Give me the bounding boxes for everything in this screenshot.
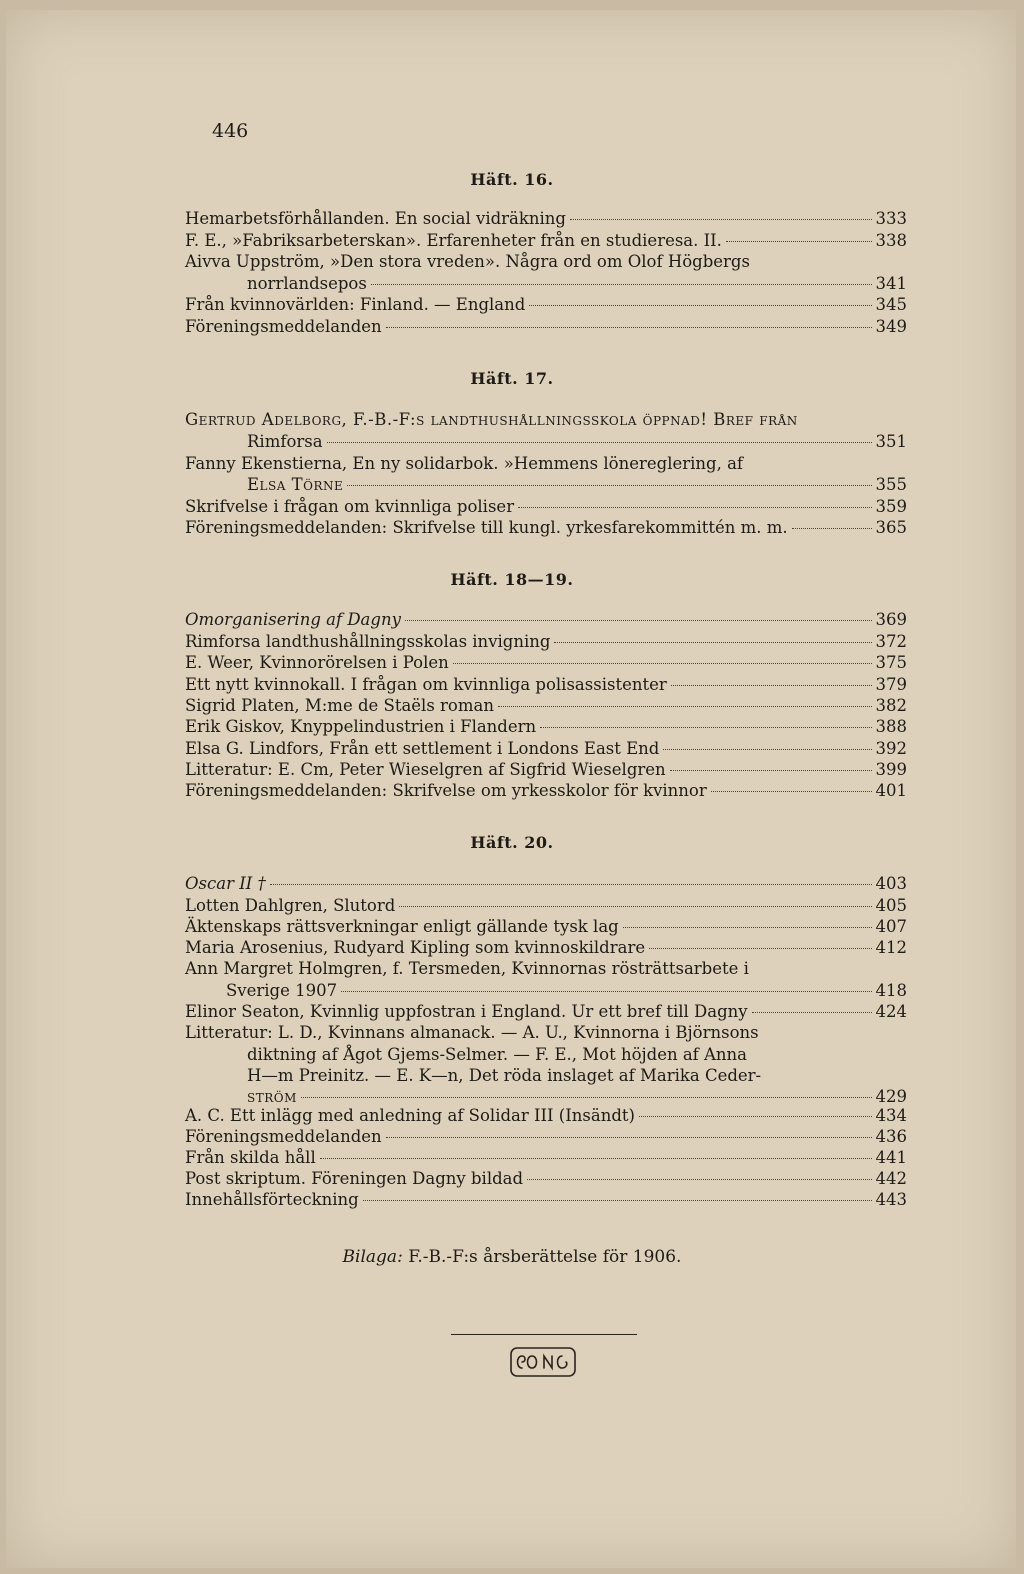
entry-page: 345 xyxy=(875,295,907,314)
entry-title: Fanny Ekenstierna, En ny solidarbok. »Hemmens lönereglering, af xyxy=(185,454,744,473)
entry-page: 369 xyxy=(875,610,907,629)
toc-entry xyxy=(185,1126,907,1148)
entry-title: Lotten Dahlgren, Slutord xyxy=(185,896,396,915)
toc-entry xyxy=(247,431,907,453)
entry-title: Erik Giskov, Knyppelindustrien i Flandern xyxy=(185,717,537,736)
page-number: 446 xyxy=(212,120,249,142)
entry-page: 441 xyxy=(875,1148,907,1167)
supplement-text: F.-B.-F:s årsberättelse för 1906. xyxy=(408,1247,682,1267)
entry-page: 379 xyxy=(875,675,907,694)
toc-entry xyxy=(185,958,907,980)
section-heading-20: Häft. 20. xyxy=(470,833,554,852)
entry-page: 355 xyxy=(875,475,907,494)
toc-entry xyxy=(185,1189,907,1211)
entry-page: 434 xyxy=(875,1106,907,1125)
entry-title: Från skilda håll xyxy=(185,1148,316,1167)
entry-title: E. Weer, Kvinnorörelsen i Polen xyxy=(185,653,449,672)
entry-title: Rimforsa landthushållningsskolas invigning xyxy=(185,632,551,651)
toc-entry xyxy=(185,759,907,781)
divider-rule xyxy=(451,1334,637,1335)
toc-entry xyxy=(185,937,907,959)
toc-entry xyxy=(185,251,907,273)
entry-page: 407 xyxy=(875,917,907,936)
entry-page: 442 xyxy=(875,1169,907,1188)
entry-title: Aivva Uppström, »Den stora vreden». Några ord om Olof Högbergs xyxy=(185,252,750,271)
toc-entry xyxy=(185,674,907,696)
entry-title: Maria Arosenius, Rudyard Kipling som kvinnoskildrare xyxy=(185,938,646,957)
entry-title: Elinor Seaton, Kvinnlig uppfostran i England. Ur ett bref till Dagny xyxy=(185,1002,748,1021)
toc-entry xyxy=(185,873,907,895)
toc-entry xyxy=(185,916,907,938)
entry-page: 349 xyxy=(875,317,907,336)
section-heading-16: Häft. 16. xyxy=(470,170,554,189)
entry-page: 392 xyxy=(875,739,907,758)
entry-title: Litteratur: E. Cm, Peter Wieselgren af Sigfrid Wieselgren xyxy=(185,760,666,779)
entry-title: Föreningsmeddelanden: Skrifvelse till kungl. yrkesfarekommittén m. m. xyxy=(185,518,788,537)
toc-entry xyxy=(185,1105,907,1127)
entry-page: 372 xyxy=(875,632,907,651)
entry-page: 375 xyxy=(875,653,907,672)
entry-title: Sverige 1907 xyxy=(226,981,338,1000)
section-heading-18-19: Häft. 18—19. xyxy=(450,570,574,589)
entry-page: 399 xyxy=(875,760,907,779)
entry-page: 382 xyxy=(875,696,907,715)
entry-page: 424 xyxy=(875,1002,907,1021)
entry-page: 418 xyxy=(875,981,907,1000)
entry-title: ström xyxy=(247,1087,297,1106)
entry-page: 412 xyxy=(875,938,907,957)
toc-entry xyxy=(185,780,907,802)
toc-entry xyxy=(185,517,907,539)
entry-title: Elsa G. Lindfors, Från ett settlement i Londons East End xyxy=(185,739,660,758)
entry-title: Elsa Törne xyxy=(247,475,344,494)
toc-entry xyxy=(185,294,907,316)
toc-entry xyxy=(247,474,907,496)
entry-title: Oscar II † xyxy=(185,874,266,893)
entry-title: Innehållsförteckning xyxy=(185,1190,359,1209)
toc-entry xyxy=(185,230,907,252)
entry-title: H—m Preinitz. — E. K—n, Det röda inslaget af Marika Ceder- xyxy=(247,1066,762,1085)
toc-entry xyxy=(226,980,907,1002)
entry-page: 401 xyxy=(875,781,907,800)
toc-entry xyxy=(185,695,907,717)
toc-entry xyxy=(185,316,907,338)
entry-page: 365 xyxy=(875,518,907,537)
entry-title: Ett nytt kvinnokall. I frågan om kvinnliga polisassistenter xyxy=(185,675,667,694)
entry-page: 338 xyxy=(875,231,907,250)
entry-title: F. E., »Fabriksarbeterskan». Erfarenheter från en studieresa. II. xyxy=(185,231,722,250)
entry-title: Sigrid Platen, M:me de Staëls roman xyxy=(185,696,494,715)
entry-page: 388 xyxy=(875,717,907,736)
toc-entry xyxy=(185,1168,907,1190)
entry-page: 443 xyxy=(875,1190,907,1209)
entry-page: 403 xyxy=(875,874,907,893)
entry-title: Skrifvelse i frågan om kvinnliga poliser xyxy=(185,497,515,516)
section-heading-17: Häft. 17. xyxy=(470,369,554,388)
entry-title: Post skriptum. Föreningen Dagny bildad xyxy=(185,1169,524,1188)
toc-entry xyxy=(247,1065,907,1087)
supplement-label: Bilaga: xyxy=(342,1247,403,1267)
entry-title: Gertrud Adelborg, F.-B.-F:s landthushållningsskola öppnad! Bref från xyxy=(185,410,798,429)
entry-title: norrlandsepos xyxy=(247,274,367,293)
entry-title: Rimforsa xyxy=(247,432,323,451)
entry-page: 429 xyxy=(875,1087,907,1106)
entry-title: Föreningsmeddelanden: Skrifvelse om yrkesskolor för kvinnor xyxy=(185,781,707,800)
entry-title: Hemarbetsförhållanden. En social vidräkning xyxy=(185,209,566,228)
toc-entry xyxy=(185,496,907,518)
toc-entry xyxy=(185,631,907,653)
toc-entry xyxy=(185,1001,907,1023)
toc-entry xyxy=(185,652,907,674)
entry-title: Äktenskaps rättsverkningar enligt gällande tysk lag xyxy=(185,917,619,936)
entry-title: Litteratur: L. D., Kvinnans almanack. — A. U., Kvinnorna i Björnsons xyxy=(185,1023,759,1042)
toc-entry xyxy=(185,409,907,431)
entry-page: 436 xyxy=(875,1127,907,1146)
toc-entry xyxy=(185,895,907,917)
entry-title: Ann Margret Holmgren, f. Tersmeden, Kvinnornas rösträttsarbete i xyxy=(185,959,749,978)
entry-title: Från kvinnovärlden: Finland. — England xyxy=(185,295,526,314)
publisher-monogram-icon xyxy=(508,1344,578,1380)
toc-entry xyxy=(185,453,907,475)
entry-page: 351 xyxy=(875,432,907,451)
entry-title: Föreningsmeddelanden xyxy=(185,1127,382,1146)
entry-title: diktning af Ågot Gjems-Selmer. — F. E., Mot höjden af Anna xyxy=(247,1045,748,1064)
toc-entry xyxy=(185,1022,907,1044)
toc-entry xyxy=(247,273,907,295)
toc-entry xyxy=(185,738,907,760)
entry-title: Föreningsmeddelanden xyxy=(185,317,382,336)
entry-title: A. C. Ett inlägg med anledning af Solidar III (Insändt) xyxy=(185,1106,635,1125)
supplement-line xyxy=(0,1247,1024,1267)
entry-title: Omorganisering af Dagny xyxy=(185,610,401,629)
entry-page: 333 xyxy=(875,209,907,228)
toc-entry xyxy=(185,1147,907,1169)
toc-entry xyxy=(185,716,907,738)
entry-page: 405 xyxy=(875,896,907,915)
entry-page: 341 xyxy=(875,274,907,293)
toc-entry xyxy=(185,609,907,631)
toc-entry xyxy=(247,1044,907,1066)
toc-entry xyxy=(185,208,907,230)
entry-page: 359 xyxy=(875,497,907,516)
